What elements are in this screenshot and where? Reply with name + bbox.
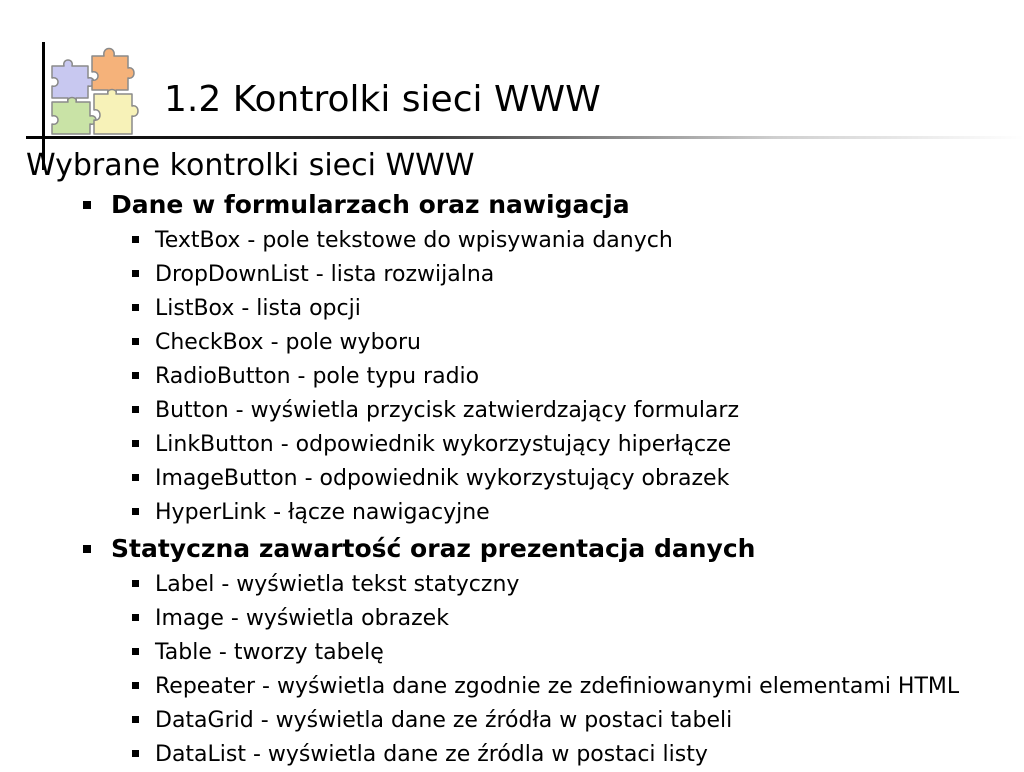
list-item-text: HyperLink - łącze nawigacyjne <box>155 500 490 525</box>
square-bullet-icon <box>132 682 139 689</box>
square-bullet-icon <box>132 716 139 723</box>
slide-title: 1.2 Kontrolki sieci WWW <box>164 79 601 120</box>
list-item-text: Image - wyświetla obrazek <box>155 606 449 631</box>
title-horizontal-rule <box>26 136 1024 139</box>
control-list <box>111 224 1016 530</box>
square-bullet-icon <box>132 372 139 379</box>
list-item-text: DataGrid - wyświetla dane ze źródła w postaci tabeli <box>155 708 733 733</box>
square-bullet-icon <box>132 750 139 757</box>
section-static-content <box>26 530 1016 772</box>
list-item-text: Table - tworzy tabelę <box>155 640 384 665</box>
square-bullet-icon <box>132 304 139 311</box>
square-bullet-icon <box>132 338 139 345</box>
section-label: Dane w formularzach oraz nawigacja <box>111 190 630 219</box>
square-bullet-icon <box>83 545 91 553</box>
list-item-text: ListBox - lista opcji <box>155 296 361 321</box>
section-list <box>26 186 1016 772</box>
list-item <box>111 462 1016 496</box>
square-bullet-icon <box>132 406 139 413</box>
square-bullet-icon <box>132 474 139 481</box>
list-item <box>111 704 1016 738</box>
square-bullet-icon <box>83 201 91 209</box>
list-item <box>111 326 1016 360</box>
control-list <box>111 568 1016 772</box>
square-bullet-icon <box>132 236 139 243</box>
square-bullet-icon <box>132 580 139 587</box>
list-item <box>111 292 1016 326</box>
list-item <box>111 670 1016 704</box>
list-item-text: ImageButton - odpowiednik wykorzystujący obrazek <box>155 466 730 491</box>
list-item <box>111 428 1016 462</box>
list-item <box>111 394 1016 428</box>
square-bullet-icon <box>132 508 139 515</box>
list-item-text: LinkButton - odpowiednik wykorzystujący hiperłącze <box>155 432 732 457</box>
list-item-text: TextBox - pole tekstowe do wpisywania danych <box>155 228 673 253</box>
list-item <box>111 360 1016 394</box>
list-item-text: DropDownList - lista rozwijalna <box>155 262 495 287</box>
list-item-text: CheckBox - pole wyboru <box>155 330 421 355</box>
square-bullet-icon <box>132 648 139 655</box>
list-item-text: RadioButton - pole typu radio <box>155 364 480 389</box>
section-label: Statyczna zawartość oraz prezentacja danych <box>111 534 756 563</box>
slide-content <box>26 146 1016 772</box>
list-item <box>111 738 1016 772</box>
list-item-text: Repeater - wyświetla dane zgodnie ze zdefiniowanymi elementami HTML <box>155 674 960 699</box>
list-item-text: Label - wyświetla tekst statyczny <box>155 572 520 597</box>
list-item <box>111 496 1016 530</box>
square-bullet-icon <box>132 270 139 277</box>
list-item-text: DataList - wyświetla dane ze źródla w postaci listy <box>155 742 708 767</box>
list-item <box>111 636 1016 670</box>
section-forms-navigation <box>26 186 1016 530</box>
list-item <box>111 224 1016 258</box>
list-item <box>111 602 1016 636</box>
square-bullet-icon <box>132 440 139 447</box>
puzzle-pieces-icon <box>48 40 140 136</box>
list-item <box>111 258 1016 292</box>
list-item <box>111 568 1016 602</box>
content-heading: Wybrane kontrolki sieci WWW <box>26 148 475 183</box>
square-bullet-icon <box>132 614 139 621</box>
list-item-text: Button - wyświetla przycisk zatwierdzający formularz <box>155 398 739 423</box>
